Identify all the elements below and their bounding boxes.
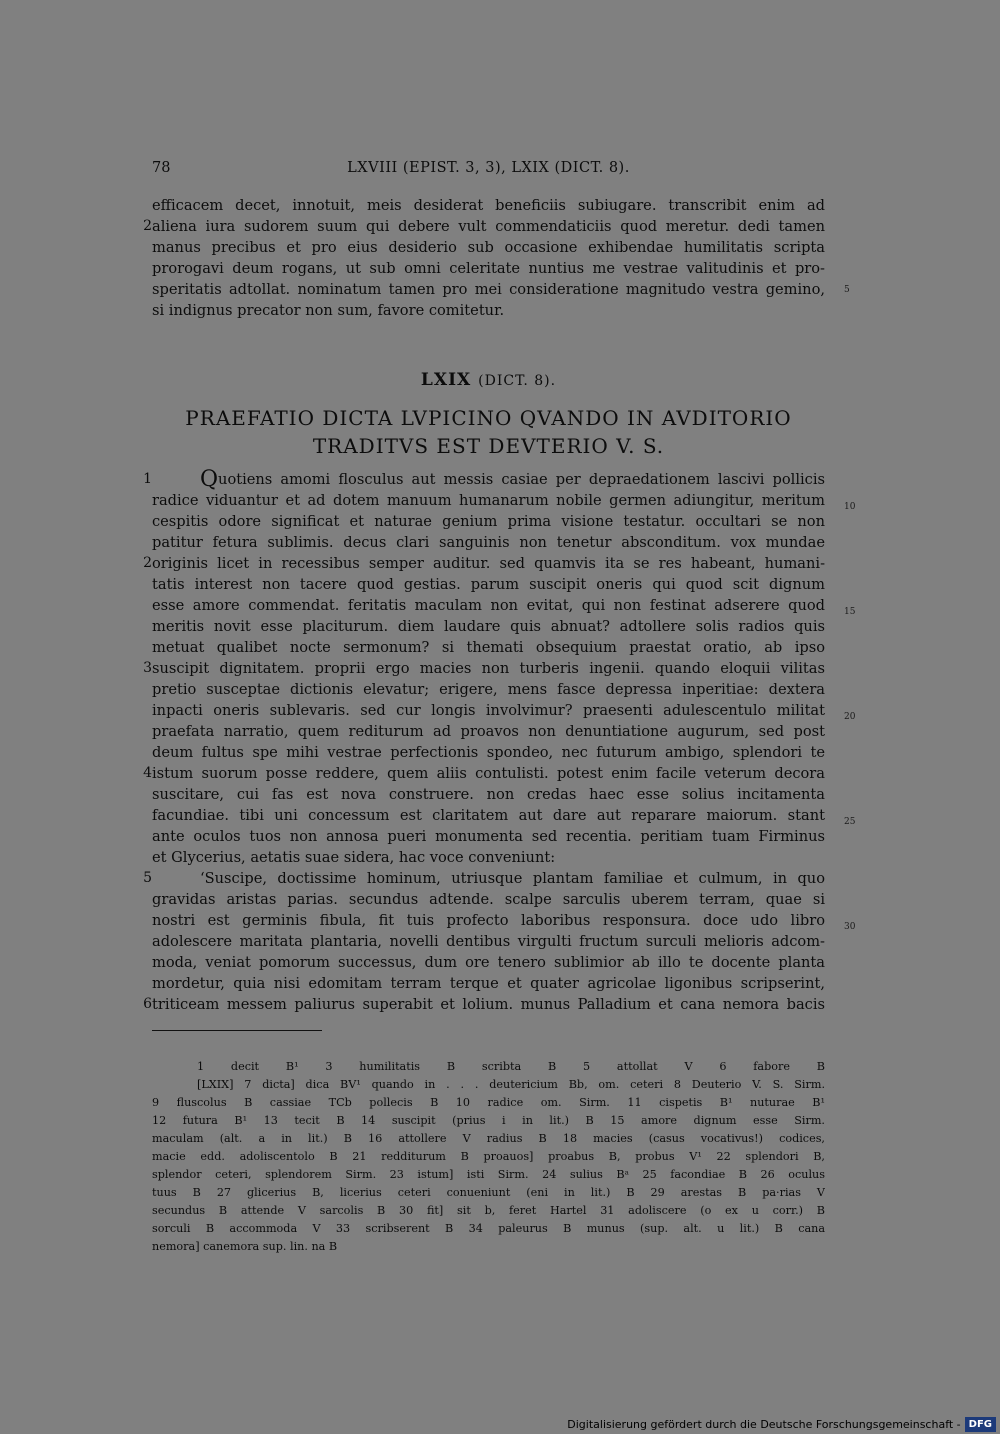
letter-68-text: [152, 195, 825, 321]
apparatus-line: nemora] canemora sup. lin. na B: [152, 1240, 338, 1253]
text-line: adolescere maritata plantaria, novelli dentibus virgulti fructum surculi melioris adcom-: [152, 933, 825, 950]
text-line: ante oculos tuos non annosa pueri monumenta sed recentia. peritiam tuam Firminus: [152, 828, 825, 845]
section-number: 1: [143, 471, 152, 487]
section-number: 4: [143, 765, 152, 781]
initial-letter: Q: [200, 469, 219, 490]
section-number: 6: [143, 996, 152, 1012]
text-line: originis licet in recessibus semper auditur. sed quamvis ita se res habeant, humani-: [152, 555, 825, 572]
apparatus-line: 9 fluscolus B cassiae TCb pollecis B 10 radice om. Sirm. 11 cispetis B¹ nuturae B¹: [152, 1096, 825, 1109]
apparatus-line: tuus B 27 glicerius B, licerius ceteri conueniunt (eni in lit.) B 29 arestas B pa·rias V: [152, 1186, 825, 1199]
apparatus-line: macie edd. adoliscentolo B 21 redditurum B proauos] proabus B, probus V¹ 22 splendori B,: [152, 1150, 825, 1163]
section-number: 5: [143, 870, 152, 886]
critical-apparatus: [152, 1058, 825, 1256]
text-line: facundiae. tibi uni concessum est claritatem aut dare aut reparare maiorum. stant: [152, 807, 825, 824]
text-line: moda, veniat pomorum successus, dum ore tenero sublimior ab illo te docente planta: [152, 954, 825, 971]
apparatus-line: maculam (alt. a in lit.) B 16 attollere V radius B 18 macies (casus vocativus!) codices,: [152, 1132, 825, 1145]
text-line: esse amore commendat. feritatis maculam non evitat, qui non festinat adserere quod: [152, 597, 825, 614]
footer-credit: Digitalisierung gefördert durch die Deutsche Forschungsgemeinschaft -: [567, 1418, 964, 1431]
text-line: deum fultus spe mihi vestrae perfectionis spondeo, nec futurum ambigo, splendori te: [152, 744, 825, 761]
text-line: manus precibus et pro eius desiderio sub occasione exhibendae humilitatis scripta: [152, 239, 825, 256]
line-number: 20: [844, 712, 856, 722]
line-number: 10: [844, 502, 856, 512]
text-line: nostri est germinis fibula, fit tuis profecto laboribus responsura. doce udo libro: [152, 912, 825, 929]
text-line: mordetur, quia nisi edomitam terram terque et quater agricolae ligonibus scripserint,: [152, 975, 825, 992]
running-header: [152, 160, 825, 182]
text-line: gravidas aristas parias. secundus adtende. scalpe sarculis uberem terram, quae si: [152, 891, 825, 908]
text-line: et Glycerius, aetatis suae sidera, hac voce conveniunt:: [152, 849, 556, 866]
text-line: praefata narratio, quem rediturum ad proavos non denuntiatione augurum, sed post: [152, 723, 825, 740]
apparatus-line: sorculi B accommoda V 33 scribserent B 34 paleurus B munus (sup. alt. u lit.) B cana: [152, 1222, 825, 1235]
piece-number: LXIX (DICT. 8).: [420, 370, 557, 390]
text-line: efficacem decet, innotuit, meis desiderat beneficiis subiugare. transcribit enim ad: [152, 197, 825, 214]
piece-title-line-1: PRAEFATIO DICTA LVPICINO QVANDO IN AVDITORIO: [185, 406, 792, 430]
line-number: 5: [844, 285, 850, 295]
apparatus-line: secundus B attende V sarcolis B 30 fit] sit b, feret Hartel 31 adoliscere (o ex u corr.) B: [152, 1204, 825, 1217]
text-line: istum suorum posse reddere, quem aliis contulisti. potest enim facile veterum decora: [152, 765, 825, 782]
text-line: Quotiens amomi flosculus aut messis casiae per depraedationem lascivi pollicis: [200, 469, 825, 490]
text-line: pretio susceptae dictionis elevatur; erigere, mens fasce depressa inperitiae: dextera: [152, 681, 825, 698]
text-line: si indignus precator non sum, favore comitetur.: [152, 302, 505, 319]
text-line: inpacti oneris sublevaris. sed cur longis involvimur? praesenti adulescentulo militat: [152, 702, 825, 719]
text-line: speritatis adtollat. nominatum tamen pro mei consideratione magnitudo vestra gemino,: [152, 281, 825, 298]
text-line: ‘Suscipe, doctissime hominum, utriusque plantam familiae et culmum, in quo: [200, 870, 825, 887]
text-line: triticeam messem paliurus superabit et lolium. munus Palladium et cana nemora bacis: [152, 996, 825, 1013]
section-number: 3: [143, 660, 152, 676]
page-number: 78: [152, 160, 171, 176]
digitization-footer: [0, 1415, 1000, 1434]
text-line: tatis interest non tacere quod gestias. parum suscipit oneris qui quod scit dignum: [152, 576, 825, 593]
section-number: 2: [143, 555, 152, 571]
apparatus-line: [LXIX] 7 dicta] dica BV¹ quando in . . . deutericium Bb, om. ceteri 8 Deuterio V. S. Sirm.: [197, 1078, 825, 1091]
piece-subtitle: (DICT. 8).: [478, 373, 557, 389]
text-line: metuat qualibet nocte sermonum? si themati obsequium praestat oratio, ab ipso: [152, 639, 825, 656]
dictio-8-text: [152, 469, 825, 1015]
text-line: suscitare, cui fas est nova construere. non credas haec esse solius incitamenta: [152, 786, 825, 803]
footnote-rule: [152, 1030, 322, 1031]
apparatus-line: 12 futura B¹ 13 tecit B 14 suscipit (prius i in lit.) B 15 amore dignum esse Sirm.: [152, 1114, 825, 1127]
text-line: aliena iura sudorem suum qui debere vult commendaticiis quod meretur. dedi tamen: [152, 218, 825, 235]
text-line: prorogavi deum rogans, ut sub omni celeritate nuntius me vestrae valitudinis et pro-: [152, 260, 825, 277]
line-number: 25: [844, 817, 856, 827]
text-line: patitur fetura sublimis. decus clari sanguinis non tenetur absconditum. vox mundae: [152, 534, 825, 551]
text-line: cespitis odore significat et naturae genium prima visione testatur. occultari se non: [152, 513, 825, 530]
piece-title-line-2: TRADITVS EST DEVTERIO V. S.: [312, 434, 665, 458]
dfg-logo[interactable]: DFG: [965, 1417, 996, 1432]
line-number: 30: [844, 922, 856, 932]
text-line: suscipit dignitatem. proprii ergo macies non turberis ingenii. quando eloquii vilitas: [152, 660, 825, 677]
section-number: 2: [143, 218, 152, 234]
text-line: meritis novit esse placiturum. diem laudare quis abnuat? adtollere solis radios quis: [152, 618, 825, 635]
apparatus-line: splendor ceteri, splendorem Sirm. 23 istum] isti Sirm. 24 sulius Bᵃ 25 facondiae B 26 oculus: [152, 1168, 825, 1181]
apparatus-line: 1 decit B¹ 3 humilitatis B scribta B 5 attollat V 6 fabore B: [197, 1060, 825, 1073]
running-title: LXVIII (EPIST. 3, 3), LXIX (DICT. 8).: [347, 160, 630, 176]
line-number: 15: [844, 607, 856, 617]
text-line: radice viduantur et ad dotem manuum humanarum nobile germen adiungitur, meritum: [152, 492, 825, 509]
